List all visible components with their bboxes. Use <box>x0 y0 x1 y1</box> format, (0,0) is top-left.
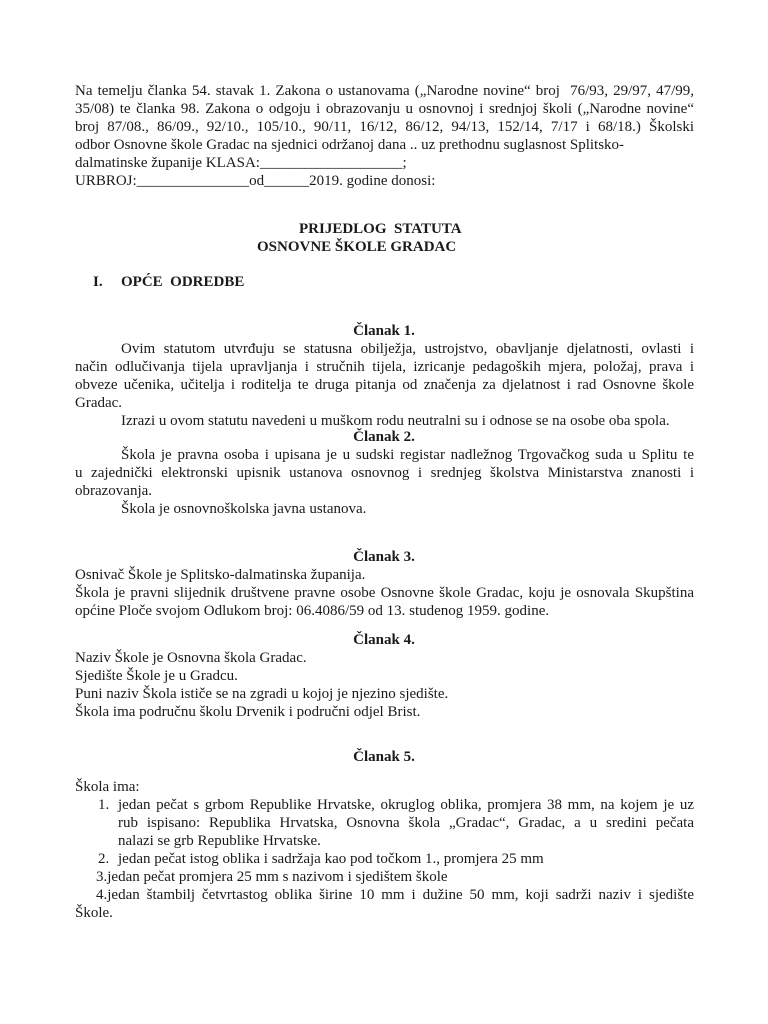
article-line: Ovim statutom utvrđuju se statusna obilježja, ustrojstvo, obavljanje djelatnosti, ovlasti i <box>121 341 694 357</box>
list-item-line: jedan pečat s grbom Republike Hrvatske, okruglog oblika, promjera 38 mm, na kojem je uz <box>118 797 694 813</box>
article-heading: Članak 4. <box>353 632 415 648</box>
article-line: Gradac. <box>75 395 123 411</box>
article-line: način odlučivanja tijela upravljanja i stručnih tijela, izricanje pedagoških mjera, položaj, prava i <box>75 359 694 375</box>
article-line: Izrazi u ovom statutu navedeni u muškom rodu neutralni su i odnose se na osobe oba spola. <box>121 413 670 429</box>
list-item-line: jedan pečat istog oblika i sadržaja kao pod točkom 1., promjera 25 mm <box>118 851 544 867</box>
article-heading: Članak 3. <box>353 549 415 565</box>
list-marker: 1. <box>98 797 110 813</box>
article-heading: Članak 5. <box>353 749 415 765</box>
article-line: Sjedište Škole je u Gradcu. <box>75 668 238 684</box>
list-item-line: nalazi se grb Republike Hrvatske. <box>118 833 321 849</box>
article-line: Osnivač Škole je Splitsko-dalmatinska županija. <box>75 567 366 583</box>
preamble-line: odbor Osnovne škole Gradac na sjednici održanoj dana .. uz prethodnu suglasnost Splitsko- <box>75 137 625 153</box>
article-line: obrazovanja. <box>75 483 153 499</box>
list-item: 3.jedan pečat promjera 25 mm s nazivom i sjedištem škole <box>96 869 448 885</box>
article-line: Škola je pravna osoba i upisana je u sudski registar nadležnog Trgovačkog suda u Splitu te <box>121 447 694 463</box>
preamble-line: URBROJ:_______________od______2019. godine donosi: <box>75 173 436 189</box>
article-line: Naziv Škole je Osnovna škola Gradac. <box>75 650 307 666</box>
section-number: I. <box>93 274 103 290</box>
preamble-line: broj 87/08., 86/09., 92/10., 105/10., 90/11, 16/12, 86/12, 94/13, 152/14, 7/17 i 68/18.) Školski <box>75 119 694 135</box>
article-line: Puni naziv Škola ističe se na zgradi u kojoj je njezino sjedište. <box>75 686 449 702</box>
list-intro: Škola ima: <box>75 779 140 795</box>
preamble-line: dalmatinske županije KLASA:___________________; <box>75 155 407 171</box>
preamble-line: Na temelju članka 54. stavak 1. Zakona o ustanovama („Narodne novine“ broj 76/93, 29/97, 47/99, <box>75 83 694 99</box>
article-line: Škola je osnovnoškolska javna ustanova. <box>121 501 367 517</box>
article-line: općine Ploče svojom Odlukom broj: 06.4086/59 od 13. studenog 1959. godine. <box>75 603 550 619</box>
article-line: Škola ima područnu školu Drvenik i područni odjel Brist. <box>75 704 421 720</box>
list-item-line: rub ispisano: Republika Hrvatska, Osnovna škola „Gradac“, Gradac, a u sredini pečata <box>118 815 694 831</box>
article-line: obveze učenika, učitelja i roditelja te druga pitanja od značenja za djelatnost i rad Osnovne škole <box>75 377 694 393</box>
list-item: 4.jedan štambilj četvrtastog oblika širine 10 mm i dužine 50 mm, koji sadrži naziv i sjedište <box>96 887 694 903</box>
preamble-line: 35/08) te članka 98. Zakona o odgoju i obrazovanju u osnovnoj i srednjoj školi („Narodne novine“ <box>75 101 694 117</box>
title-line-2: OSNOVNE ŠKOLE GRADAC <box>257 239 457 255</box>
list-item-continuation: Škole. <box>75 905 113 921</box>
title-line-1: PRIJEDLOG STATUTA <box>299 221 462 237</box>
section-title: OPĆE ODREDBE <box>121 274 245 290</box>
article-line: u zajednički elektronski upisnik ustanova osnovnog i srednjeg školstva Ministarstva znanosti i <box>75 465 694 481</box>
list-marker: 2. <box>98 851 110 867</box>
article-line: Škola je pravni slijednik društvene pravne osobe Osnovne škole Gradac, koju je osnovala Skupština <box>75 585 694 601</box>
article-heading: Članak 2. <box>353 429 415 445</box>
article-heading: Članak 1. <box>353 323 415 339</box>
